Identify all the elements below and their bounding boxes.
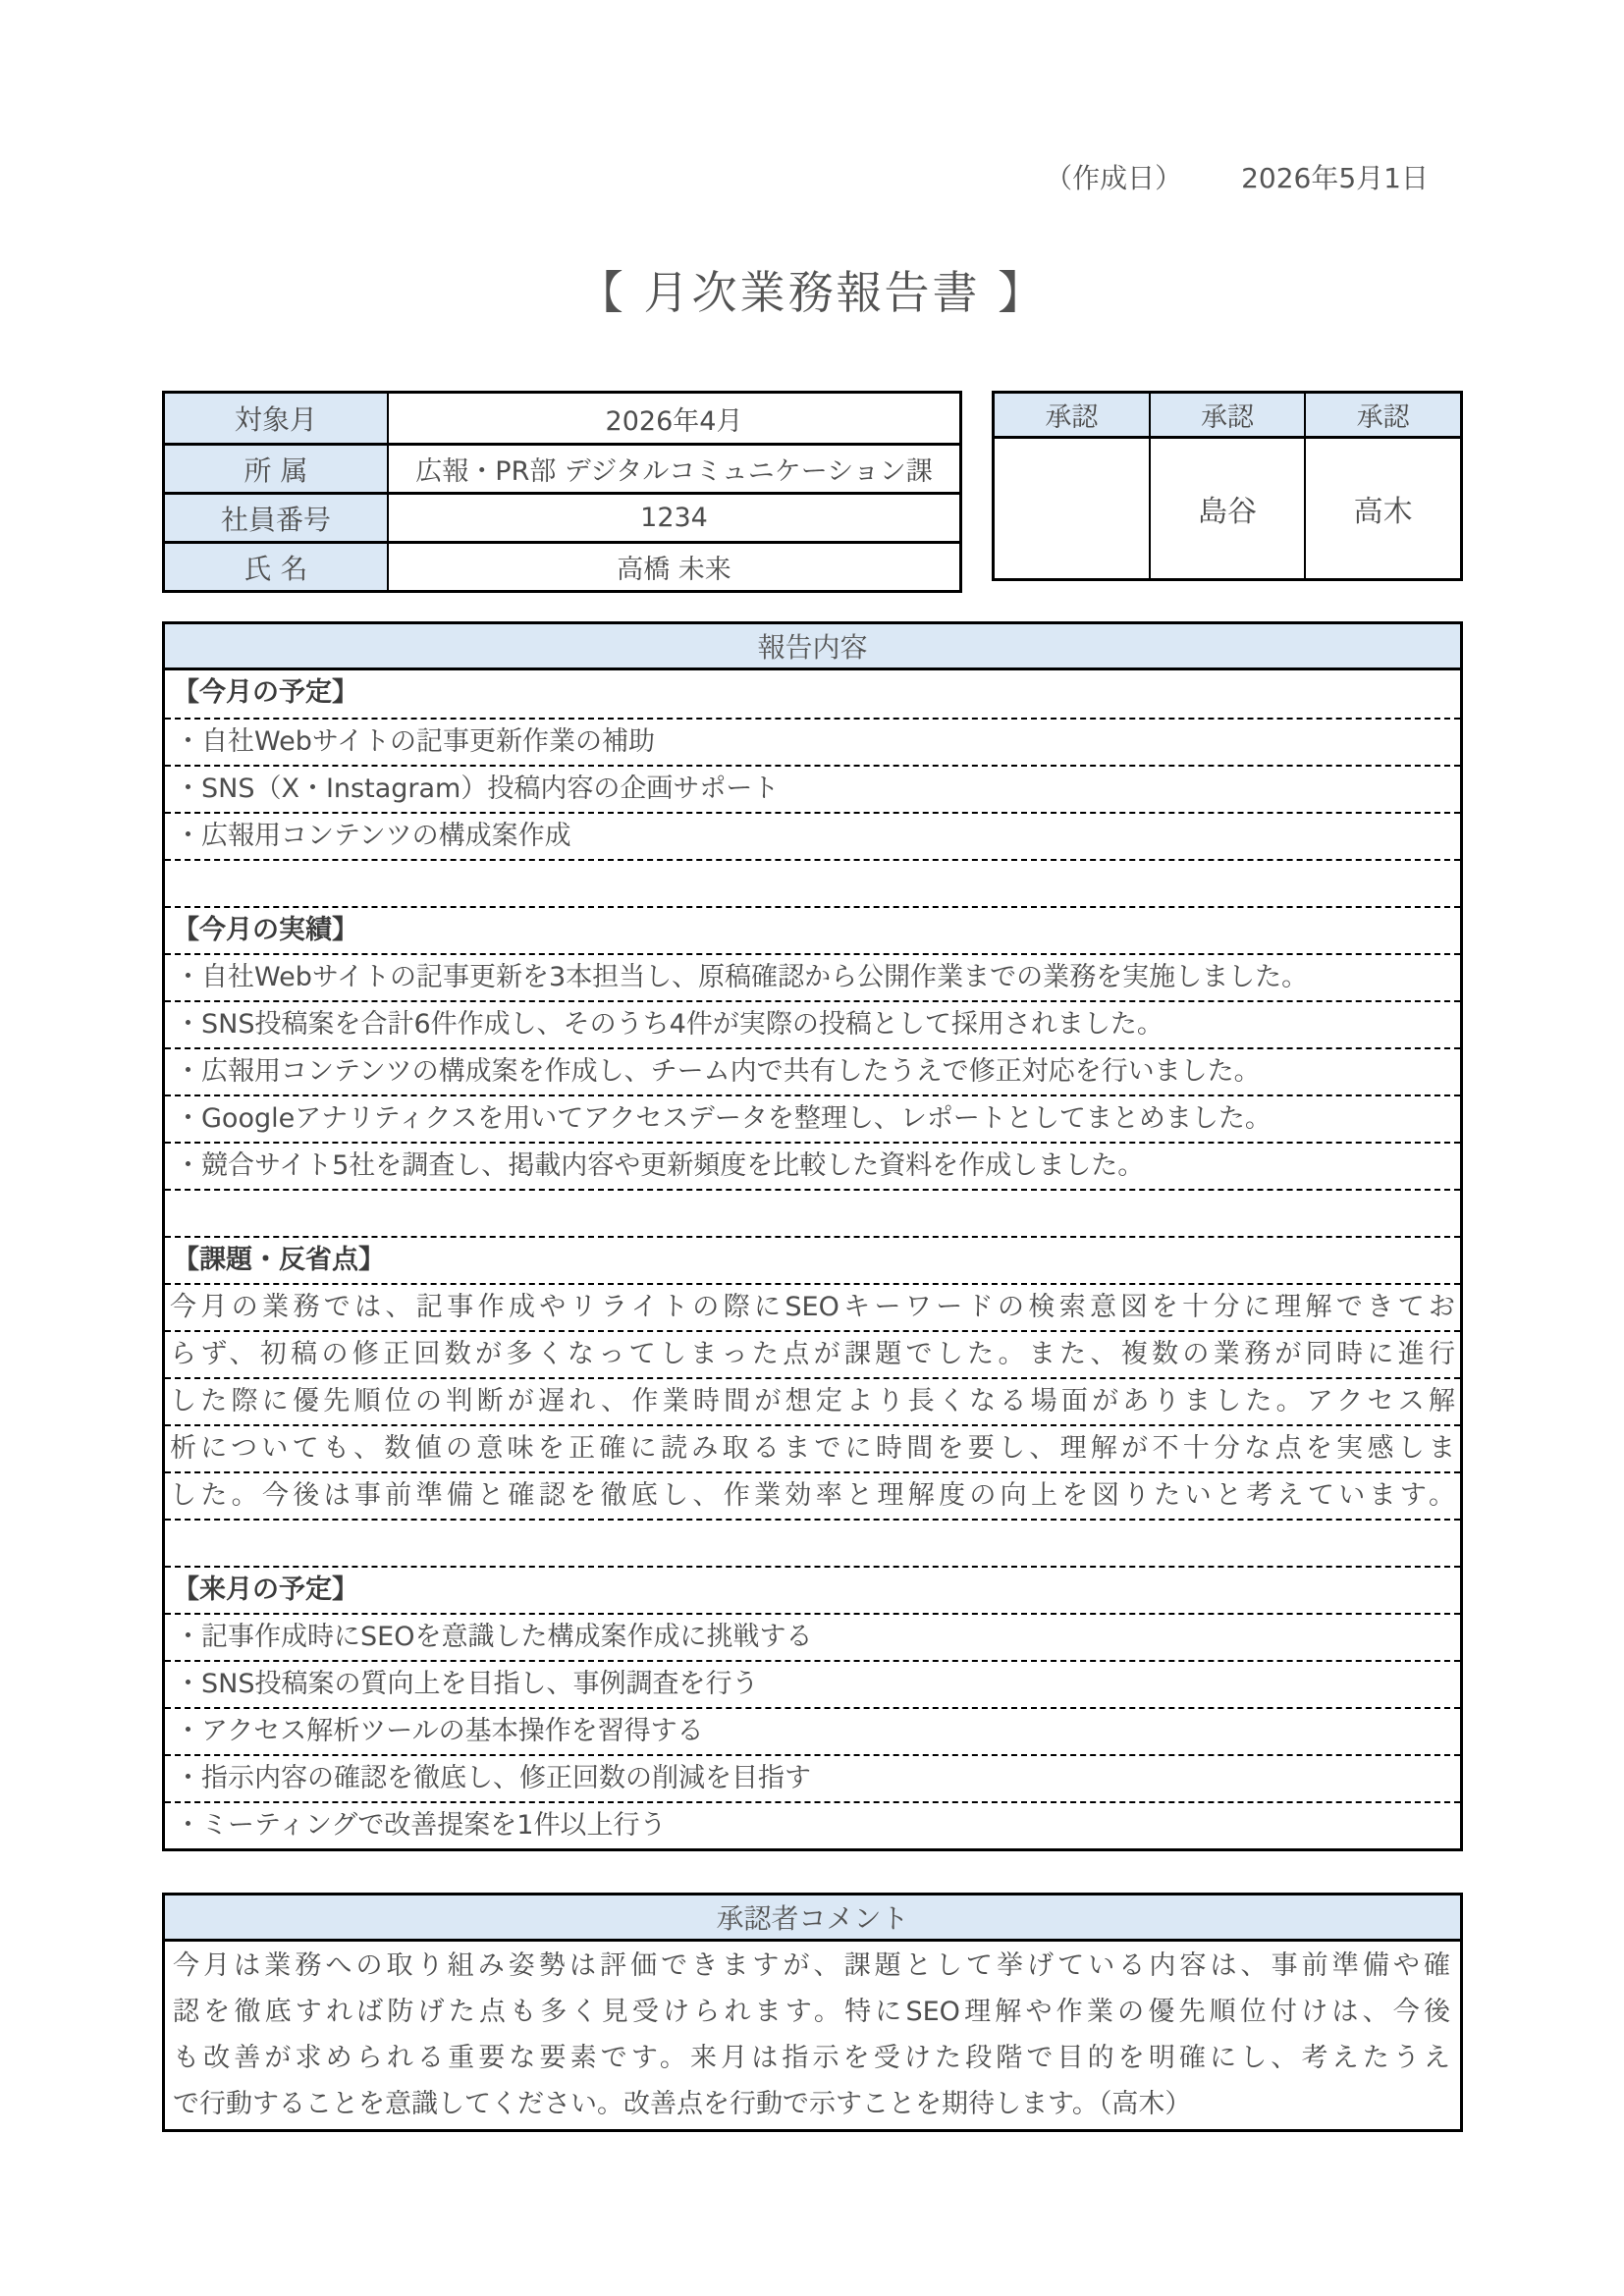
page-title: 【 月次業務報告書 】 [577, 266, 1047, 319]
comment-line: 認を徹底すれば防げた点も多く見受けられます。特にSEO理解や作業の優先順位付けは、今後 [173, 1997, 1450, 2027]
report-row-blank [165, 1189, 1460, 1236]
report-row-text: 今月の業務では、記事作成やリライトの際にSEOキーワードの検索意図を十分に理解できてお [165, 1283, 1460, 1330]
report-row-item: ・広報用コンテンツの構成案作成 [165, 812, 1460, 859]
comment-line: 今月は業務への取り組み姿勢は評価できますが、課題として挙げている内容は、事前準備や確 [173, 1950, 1450, 1981]
approval-signature-2: 島谷 [1149, 439, 1305, 578]
report-row-item: ・SNS投稿案の質向上を目指し、事例調査を行う [165, 1660, 1460, 1707]
approval-table [992, 391, 1463, 581]
approver-comment-header: 承認者コメント [165, 1896, 1460, 1942]
report-row-item: ・広報用コンテンツの構成案を作成し、チーム内で共有したうえで修正対応を行いました。 [165, 1047, 1460, 1095]
comment-line: で行動することを意識してください。改善点を行動で示すことを期待します。（高木） [173, 2089, 1192, 2119]
department-label: 所 属 [165, 446, 389, 492]
table-row [165, 443, 959, 492]
approval-signature-3: 高木 [1304, 439, 1460, 578]
report-row-item: ・指示内容の確認を徹底し、修正回数の削減を目指す [165, 1754, 1460, 1801]
approver-comment-table [162, 1893, 1463, 2132]
table-row [165, 394, 959, 443]
report-row-item: ・Googleアナリティクスを用いてアクセスデータを整理し、レポートとしてまとめました。 [165, 1095, 1460, 1142]
report-row-item: ・SNS投稿案を合計6件作成し、そのうち4件が実際の投稿として採用されました。 [165, 1000, 1460, 1047]
report-row-item: ・自社Webサイトの記事更新を3本担当し、原稿確認から公開作業までの業務を実施しました。 [165, 953, 1460, 1000]
table-row [165, 492, 959, 541]
target-month-value: 2026年4月 [605, 405, 743, 437]
report-row-item: ・自社Webサイトの記事更新作業の補助 [165, 718, 1460, 765]
employee-name-value: 高橋 未来 [617, 555, 731, 585]
section-heading-this-month-plan: 【今月の予定】 [173, 677, 358, 708]
report-row-item: ・ミーティングで改善提案を1件以上行う [165, 1801, 1460, 1848]
approval-header-3: 承認 [1304, 394, 1460, 436]
employee-number-value: 1234 [640, 503, 708, 533]
section-heading-issues: 【課題・反省点】 [165, 1236, 1460, 1283]
report-row-item: ・記事作成時にSEOを意識した構成案作成に挑戦する [165, 1613, 1460, 1660]
approval-header-row [995, 394, 1460, 439]
report-row-text: した際に優先順位の判断が遅れ、作業時間が想定より長くなる場面がありました。アクセス解 [165, 1377, 1460, 1424]
employee-name-label: 氏 名 [165, 544, 389, 590]
section-heading-this-month-results: 【今月の実績】 [165, 906, 1460, 953]
approver-comment-body [165, 1942, 1460, 2129]
report-row-blank [165, 859, 1460, 906]
report-row-item: ・SNS（X・Instagram）投稿内容の企画サポート [165, 765, 1460, 812]
report-row-item: ・アクセス解析ツールの基本操作を習得する [165, 1707, 1460, 1754]
employee-number-label: 社員番号 [165, 495, 389, 541]
report-content-header: 報告内容 [165, 624, 1460, 670]
created-date-value: 2026年5月1日 [1241, 162, 1429, 194]
department-value: 広報・PR部 デジタルコミュニケーション課 [415, 456, 933, 487]
report-row-text: 析についても、数値の意味を正確に読み取るまでに時間を要し、理解が不十分な点を実感しま [165, 1424, 1460, 1471]
approval-signature-row [995, 439, 1460, 578]
employee-info-table [162, 391, 962, 593]
report-row-text: した。今後は事前準備と確認を徹底し、作業効率と理解度の向上を図りたいと考えています。 [165, 1471, 1460, 1519]
report-row-blank [165, 1519, 1460, 1566]
approval-header-1: 承認 [995, 394, 1149, 436]
section-heading-next-month-plan: 【来月の予定】 [165, 1566, 1460, 1613]
table-row [165, 541, 959, 590]
approval-signature-1 [995, 439, 1149, 578]
report-row-text: らず、初稿の修正回数が多くなってしまった点が課題でした。また、複数の業務が同時に進行 [165, 1330, 1460, 1377]
approval-header-2: 承認 [1149, 394, 1305, 436]
report-content-table [162, 621, 1463, 1851]
target-month-label: 対象月 [165, 394, 389, 443]
report-row-item: ・競合サイト5社を調査し、掲載内容や更新頻度を比較した資料を作成しました。 [165, 1142, 1460, 1189]
created-date-line [162, 162, 1429, 195]
top-tables [162, 391, 1463, 593]
created-date-label: （作成日） [1045, 162, 1183, 194]
comment-line: も改善が求められる重要な要素です。来月は指示を受けた段階で目的を明確にし、考えたうえ [173, 2043, 1450, 2073]
